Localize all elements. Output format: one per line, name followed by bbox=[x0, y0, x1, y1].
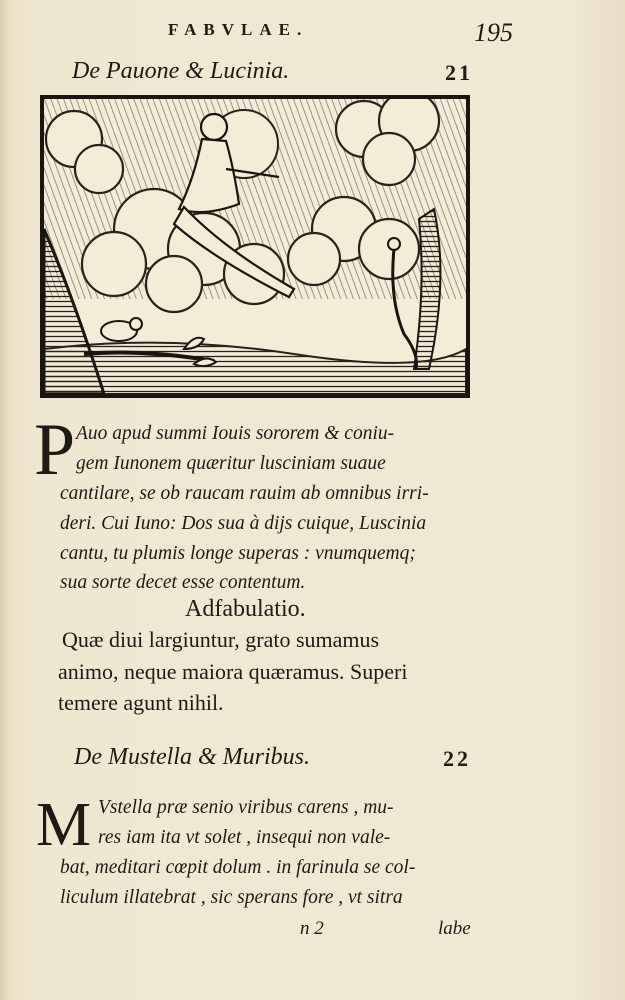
moral-line: temere agunt nihil. bbox=[58, 690, 224, 715]
text-line: deri. Cui Iuno: Dos sua à dijs cuique, Luscinia bbox=[60, 513, 427, 534]
fable-number: 22 bbox=[443, 746, 471, 771]
moral-heading: Adfabulatio. bbox=[185, 596, 306, 622]
text-line: Vstella præ senio viribus carens , mu- bbox=[98, 797, 394, 818]
woodcut-illustration bbox=[40, 95, 470, 398]
text-line: cantu, tu plumis longe superas : vnumquemq; bbox=[60, 543, 416, 564]
page-header bbox=[0, 18, 625, 48]
text-line: bat, meditari cœpit dolum . in farinula se col- bbox=[60, 857, 416, 878]
moral-line: Quæ diui largiuntur, grato sumamus bbox=[62, 627, 380, 652]
text-line: sua sorte decet esse contentum. bbox=[60, 572, 306, 593]
text-line: Auo apud summi Iouis sororem & coniu- bbox=[76, 423, 395, 444]
drop-cap: M bbox=[36, 791, 92, 859]
juno-peacock-nightingale-woodcut bbox=[44, 99, 466, 394]
text-line: liculum illatebrat , sic sperans fore , vt sitra bbox=[60, 887, 403, 908]
signature-mark: n 2 bbox=[300, 918, 324, 939]
moral-line: animo, neque maiora quæramus. Superi bbox=[58, 659, 408, 684]
text-line: gem Iunonem quæritur lusciniam suaue bbox=[76, 453, 386, 474]
page-number: 195 bbox=[474, 18, 513, 47]
drop-cap: P bbox=[34, 409, 76, 491]
running-head: FABVLAE. bbox=[168, 20, 309, 39]
fable-title: De Pauone & Lucinia. bbox=[72, 58, 290, 84]
catchword: labe bbox=[438, 918, 471, 939]
fable-number: 21 bbox=[445, 60, 473, 85]
fable-title: De Mustella & Muribus. bbox=[74, 744, 310, 770]
text-line: cantilare, se ob raucam rauim ab omnibus irri- bbox=[60, 483, 429, 504]
text-line: res iam ita vt solet , insequi non vale- bbox=[98, 827, 391, 848]
